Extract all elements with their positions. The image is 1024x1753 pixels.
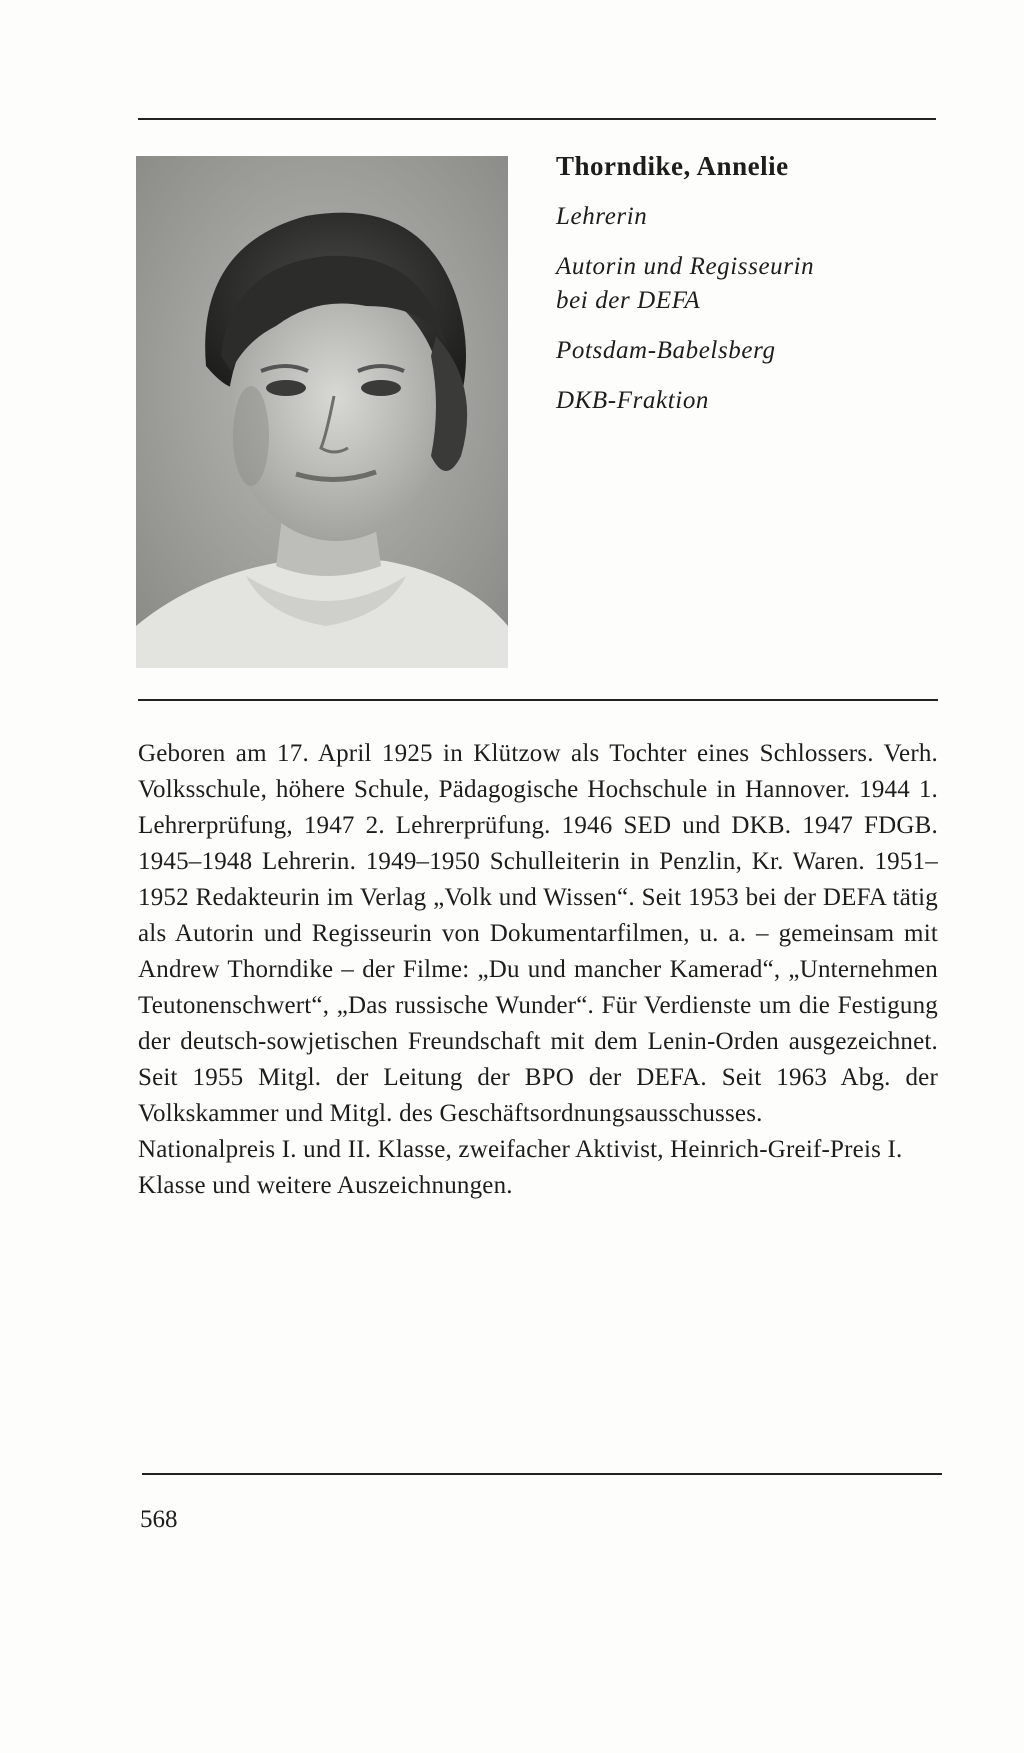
role-faction: DKB-Fraktion	[556, 387, 710, 414]
person-name: Thorndike, Annelie	[556, 151, 789, 181]
role-location: Potsdam-Babelsberg	[556, 337, 776, 364]
portrait-photo	[136, 156, 508, 668]
role-occupation: Lehrerin	[556, 203, 648, 230]
biography-paragraph: Geboren am 17. April 1925 in Klützow als Tochter eines Schlossers. Verh. Volksschule, höhere Schule, Pädagogische Hochschule in Hannover. 1944 1. Lehrerprüfung, 1947 2. Lehrerprüfung. 1946 SED und DKB. 1947 FDGB. 1945–1948 Lehrerin. 1949–1950 Schulleiterin in Penzlin, Kr. Waren. 1951–1952 Redakteurin im Verlag „Volk und Wissen“. Seit 1953 bei der DEFA tätig als Autorin und Regisseurin von Dokumentarfilmen, u. a. – gemeinsam mit Andrew Thorndike – der Filme: „Du und mancher Kamerad“, „Unternehmen Teutonenschwert“, „Das russische Wunder“. Für Verdienste um die Festigung der deutsch-sowjetischen Freundschaft mit dem Lenin-Orden ausgezeichnet. Seit 1955 Mitgl. der Leitung der BPO der DEFA. Seit 1963 Abg. der Volkskammer und Mitgl. des Geschäftsordnungsausschusses.	[138, 740, 938, 1127]
role-employer: bei der DEFA	[556, 287, 701, 314]
top-rule	[138, 118, 936, 120]
bottom-rule	[142, 1473, 942, 1475]
page-number: 568	[140, 1506, 178, 1533]
role-position: Autorin und Regisseurin	[556, 253, 815, 280]
entry-header	[556, 148, 936, 434]
biography	[138, 736, 938, 1204]
awards-paragraph: Nationalpreis I. und II. Klasse, zweifacher Aktivist, Heinrich-Greif-Preis I. Klasse und weitere Auszeichnungen.	[138, 1136, 903, 1199]
middle-rule	[138, 699, 938, 701]
